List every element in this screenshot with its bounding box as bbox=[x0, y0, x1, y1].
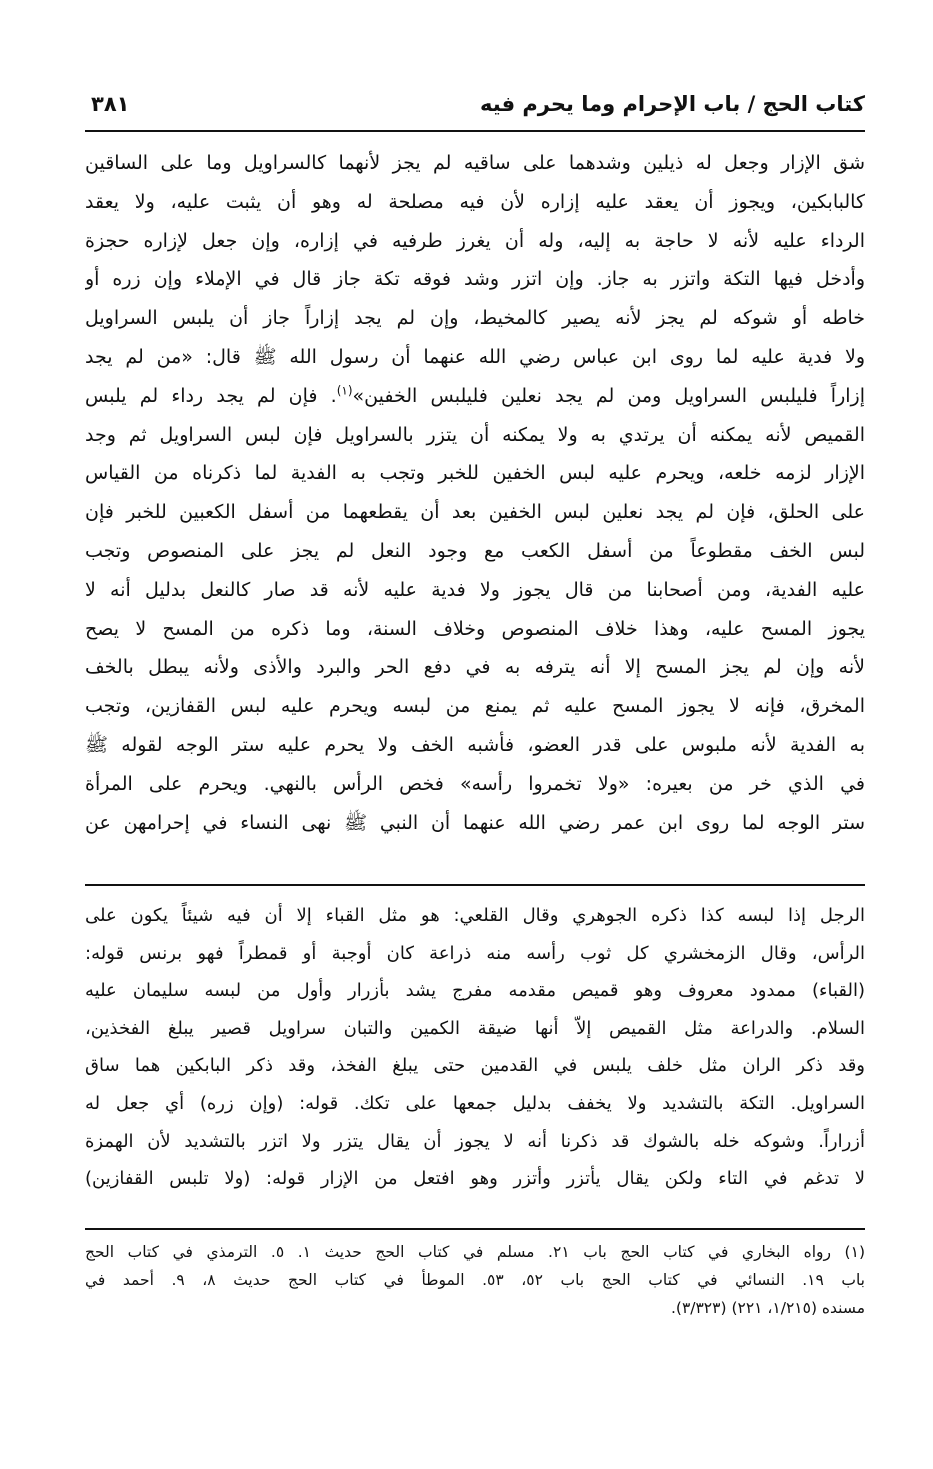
chapter-title: كتاب الحج / باب الإحرام وما يحرم فيه bbox=[480, 92, 865, 116]
commentary-text bbox=[85, 897, 865, 1198]
text-line: عليه الفدية، ومن أصحابنا من قال يجوز ولا فدية عليه لأنه قد صار كالنعل بدليل أنه لا bbox=[85, 578, 865, 601]
commentary-line: وقد ذكر الران مثل خلف يلبس في القدمين حتى يبلغ الفخذ، وقد ذكر البابكين هما ساق bbox=[85, 1055, 865, 1077]
running-header bbox=[85, 88, 865, 132]
text-line-with-note bbox=[85, 377, 865, 416]
text-line: خاطه أو شوكه لم يجز لأنه يصير كالمخيط، وإن لم يجد إزاراً جاز أن يلبس السراويل bbox=[85, 307, 865, 330]
text-line: ستر الوجه لما روى ابن عمر رضي الله عنهما أن النبي ﷺ نهى النساء في إحرامهن عن bbox=[85, 811, 865, 834]
text-line: ولا فدية عليه لما روى ابن عباس رضي الله عنهما أن رسول الله ﷺ قال: «من لم يجد bbox=[85, 345, 865, 368]
text-line: في الذي خر من بعيره: «ولا تخمروا رأسه» فخص الرأس بالنهي. ويحرم على المرأة bbox=[85, 772, 865, 795]
commentary-line: (القباء) ممدود معروف وهو قميص مقدمه مفرج يشد بأزرار وأول من لبسه سليمان عليه bbox=[85, 980, 865, 1002]
footnote-line: (١) رواه البخاري في كتاب الحج باب ٢١. مسلم في كتاب الحج حديث ١. ٥. الترمذي في كتاب الحج bbox=[85, 1243, 865, 1261]
text-line: لأنه وإن لم يجز المسح إلا أنه يترفه به في دفع الحر والبرد والأذى ولأنه يبطل بالخف bbox=[85, 656, 865, 679]
text-segment: إزاراً فليلبس السراويل ومن لم يجد نعلين فليلبس الخفين» bbox=[352, 384, 865, 407]
footnotes bbox=[85, 1238, 865, 1322]
commentary-line: السراويل. التكة بالتشديد ولا يخفف بدليل جمعها على تكك. قوله: (وإن زره) أي جعل له bbox=[85, 1092, 865, 1114]
commentary-line: الرجل إذا لبسه كذا ذكره الجوهري وقال القلعي: هو مثل القباء إلا أن فيه شيئاً يكون على bbox=[85, 905, 865, 926]
footnote-divider bbox=[85, 1228, 865, 1230]
text-line: الإزار لزمه خلعه، ويحرم عليه لبس الخفين للخبر وتجب به الفدية لما ذكرناه من القياس bbox=[85, 462, 865, 485]
text-line: شق الإزار وجعل له ذيلين وشدهما على ساقيه لم يجز لأنهما كالسراويل وما على الساقين bbox=[85, 152, 865, 174]
text-line: على الحلق، فإن لم يجد نعلين لبس الخفين بعد أن يقطعهما من أسفل الكعبين للخبر فإن bbox=[85, 501, 865, 524]
text-line: المخرق، فإنه لا يجوز المسح عليه ثم يمنع من لبسه ويحرم عليه لبس القفازين، وتجب bbox=[85, 695, 865, 718]
page-number: ٣٨١ bbox=[91, 92, 130, 116]
footnote-marker: (١) bbox=[336, 383, 353, 398]
text-line: يجوز المسح عليه، وهذا خلاف المنصوص وخلاف السنة، وما ذكره من المسح لا يصح bbox=[85, 617, 865, 640]
footnote-line: مسنده (١/٢١٥، ٢٢١) (٣/٣٢٣). bbox=[670, 1299, 865, 1317]
text-line: وأدخل فيها التكة واتزر به جاز. وإن اتزر وشد فوقه تكة جاز قال في الإملاء وإن زره أو bbox=[85, 268, 865, 291]
text-line: كالبابكين، ويجوز أن يعقد عليه إزاره لأن فيه مصلحة له وهو أن يثبت عليه، ولا يعقد bbox=[85, 190, 865, 213]
text-line: لبس الخف مقطوعاً من أسفل الكعب مع وجود النعل لم يجز على المنصوص وتجب bbox=[85, 539, 865, 562]
footnote-line: باب ١٩. النسائي في كتاب الحج باب ٥٢، ٥٣. الموطأ في كتاب الحج حديث ٨، ٩. أحمد في bbox=[85, 1271, 865, 1289]
commentary-divider bbox=[85, 884, 865, 886]
main-text bbox=[85, 144, 865, 842]
commentary-line: السلام. والدراعة مثل القميص إلاّ أنها ضيقة الكمين والتبان سراويل قصير يبلغ الفخذين، bbox=[85, 1017, 865, 1039]
text-line: به الفدية لأنه ملبوس على قدر العضو، فأشبه الخف ولا يحرم عليه ستر الوجه لقوله ﷺ bbox=[85, 733, 865, 756]
text-segment: . فإن لم يجد رداء لم يلبس bbox=[85, 384, 337, 407]
commentary-line: الرأس، وقال الزمخشري كل ثوب رأسه منه ذراعة كان أوجبة أو قمطراً فهو برنس قوله: bbox=[85, 942, 865, 964]
commentary-line: أزراراً. وشوكه خله بالشوك قد ذكرنا أنه لا يجوز أن يقال يتزر ولا اتزر بالتشديد لأن الهمزة bbox=[85, 1130, 865, 1152]
commentary-line: لا تدغم في التاء ولكن يقال يأتزر وأتزر وهو افتعل من الإزار قوله: (ولا تلبس القفازين) bbox=[85, 1168, 865, 1190]
text-line: الرداء عليه لأنه لا حاجة به إليه، وله أن يغرز طرفيه في إزاره، وإن جعل لإزاره حجزة bbox=[85, 229, 865, 252]
text-line: القميص لأنه يمكنه أن يرتدي به ولا يمكنه أن يتزر بالسراويل فإن لبس السراويل ثم وجد bbox=[85, 423, 865, 446]
